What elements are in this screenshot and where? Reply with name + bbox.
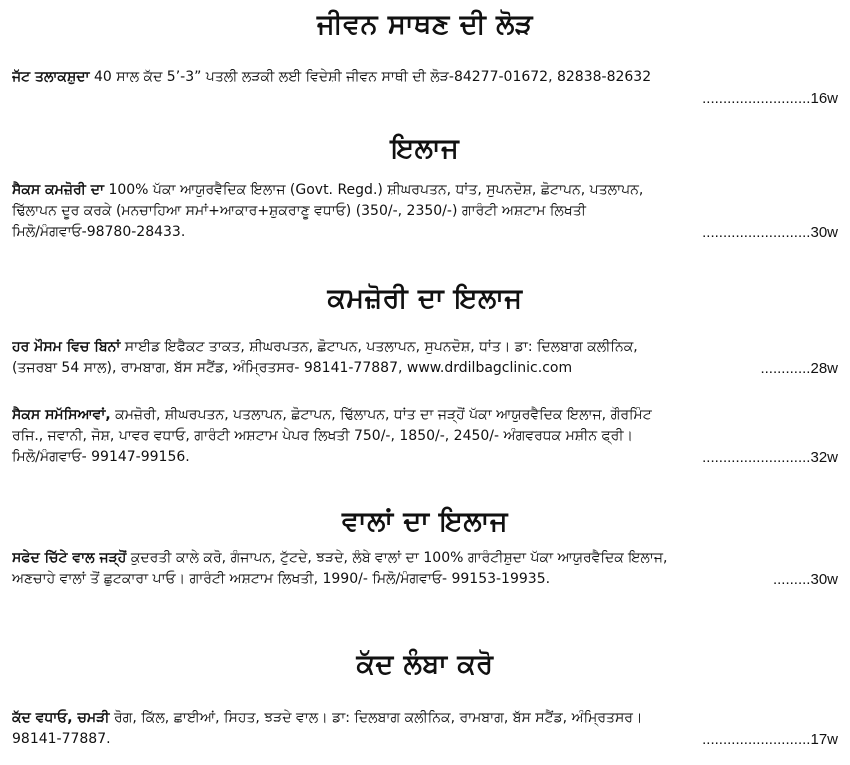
ad-text: ਕਮਜ਼ੋਰੀ, ਸ਼ੀਘਰਪਤਨ, ਪਤਲਾਪਨ, ਛੋਟਾਪਨ, ਢਿੱਲਾਪਨ, ਧਾਂਤ ਦਾ ਜੜ੍ਹੋਂ ਪੱਕਾ ਆਯੁਰਵੈਦਿਕ ਇਲਾਜ, ਗੌਰਮਿੰਟ	[110, 407, 652, 423]
section-heading-height-increase: ਕੱਦ ਲੰਬਾ ਕਰੋ	[356, 649, 494, 680]
ad-text: ਸਾਈਡ ਇਫੈਕਟ ਤਾਕਤ, ਸ਼ੀਘਰਪਤਨ, ਛੋਟਾਪਨ, ਪਤਲਾਪਨ, ਸੁਪਨਦੋਸ਼, ਧਾਂਤ। ਡਾ: ਦਿਲਬਾਗ ਕਲੀਨਿਕ,	[120, 339, 638, 355]
ad-last-line	[12, 447, 838, 468]
ad-line	[12, 708, 838, 729]
ad-code: ..........................32w	[702, 449, 838, 466]
ad-lead: ਹਰ ਮੌਸਮ ਵਿਚ ਬਿਨਾਂ	[12, 339, 121, 355]
ad-code: ..........................16w	[702, 90, 838, 107]
ad-contact: 98141-77887.	[12, 731, 111, 747]
ad-lead: ਸੈਕਸ ਕਮਜ਼ੋਰੀ ਦਾ	[12, 182, 104, 198]
section-heading-life-partner: ਜੀਵਨ ਸਾਥਣ ਦੀ ਲੋੜ	[316, 9, 534, 40]
ad-lead: ਸੈਕਸ ਸਮੱਸਿਆਵਾਂ,	[12, 407, 111, 423]
section-heading-weakness-treatment: ਕਮਜ਼ੋਰੀ ਦਾ ਇਲਾਜ	[327, 283, 523, 314]
ad-last-line	[12, 729, 838, 750]
ad-contact: ਅਣਚਾਹੇ ਵਾਲਾਂ ਤੋਂ ਛੁਟਕਾਰਾ ਪਾਓ। ਗਾਰੰਟੀ ਅਸ਼ਟਾਮ ਲਿਖਤੀ, 1990/- ਮਿਲੋ/ਮੰਗਵਾਓ- 99153-19935.	[12, 571, 551, 587]
ad-code: ............28w	[760, 360, 838, 377]
ad-life-partner	[12, 67, 838, 109]
ad-text: ਰੋਗ, ਕਿੱਲ, ਛਾਈਆਂ, ਸਿਹਤ, ਝੜਦੇ ਵਾਲ। ਡਾ: ਦਿਲਬਾਗ ਕਲੀਨਿਕ, ਰਾਮਬਾਗ, ਬੱਸ ਸਟੈਂਡ, ਅੰਮ੍ਰਿਤਸਰ।	[109, 710, 643, 726]
ad-line	[12, 405, 838, 426]
ad-code: .........30w	[772, 571, 838, 588]
ad-contact: ਮਿਲੋ/ਮੰਗਵਾਓ-98780-28433.	[12, 224, 186, 240]
ad-sex-weakness-treatment	[12, 180, 838, 243]
section-heading-hair-treatment: ਵਾਲਾਂ ਦਾ ਇਲਾਜ	[342, 506, 508, 537]
ad-line: ਢਿੱਲਾਪਨ ਦੂਰ ਕਰਕੇ (ਮਨਚਾਹਿਆ ਸਮਾਂ+ਆਕਾਰ+ਸ਼ੁਕਰਾਣੂ ਵਧਾਓ) (350/-, 2350/-) ਗਾਰੰਟੀ ਅਸ਼ਟਾਮ ਲਿਖਤੀ	[12, 203, 586, 219]
ad-contact: ਮਿਲੋ/ਮੰਗਵਾਓ- 99147-99156.	[12, 449, 190, 465]
ad-sex-problems	[12, 405, 838, 468]
ad-last-line	[12, 569, 838, 590]
ad-line	[12, 337, 838, 358]
ad-contact: (ਤਜਰਬਾ 54 ਸਾਲ), ਰਾਮਬਾਗ, ਬੱਸ ਸਟੈਂਡ, ਅੰਮ੍ਰਿਤਸਰ- 98141-77887, www.drdilbagclinic.com	[12, 360, 573, 376]
ad-text: 100% ਪੱਕਾ ਆਯੁਰਵੈਦਿਕ ਇਲਾਜ (Govt. Regd.) ਸ਼ੀਘਰਪਤਨ, ਧਾਂਤ, ਸੁਪਨਦੋਸ਼, ਛੋਟਾਪਨ, ਪਤਲਾਪਨ,	[104, 182, 644, 198]
ad-lead: ਕੱਦ ਵਧਾਓ, ਚਮੜੀ	[12, 710, 110, 726]
ad-hair-treatment	[12, 548, 838, 590]
ad-lead: ਸਫੇਦ ਚਿੱਟੇ ਵਾਲ ਜੜ੍ਹੋਂ	[12, 550, 127, 566]
ad-dilbag-clinic	[12, 337, 838, 379]
ad-code: ..........................17w	[702, 731, 838, 748]
ad-line	[12, 548, 838, 569]
ad-lead: ਜੱਟ ਤਲਾਕਸ਼ੁਦਾ	[12, 69, 90, 85]
ad-last-line	[12, 222, 838, 243]
ad-line: ਰਜਿ., ਜਵਾਨੀ, ਜੋਸ਼, ਪਾਵਰ ਵਧਾਓ, ਗਾਰੰਟੀ ਅਸ਼ਟਾਮ ਪੇਪਰ ਲਿਖਤੀ 750/-, 1850/-, 2450/- ਅੰਗਵਰਧਕ ਮਸ਼ੀਨ ਫ੍ਰੀ।	[12, 428, 633, 444]
ad-text: 40 ਸਾਲ ਕੱਦ 5’-3” ਪਤਲੀ ਲੜਕੀ ਲਈ ਵਿਦੇਸ਼ੀ ਜੀਵਨ ਸਾਥੀ ਦੀ ਲੋੜ-84277-01672, 82838-82632	[89, 69, 652, 85]
ad-text: ਕੁਦਰਤੀ ਕਾਲੇ ਕਰੋ, ਗੰਜਾਪਨ, ਟੁੱਟਦੇ, ਝੜਦੇ, ਲੰਬੇ ਵਾਲਾਂ ਦਾ 100% ਗਾਰੰਟੀਸ਼ੁਦਾ ਪੱਕਾ ਆਯੁਰਵੈਦਿਕ ਇਲਾਜ,	[126, 550, 668, 566]
section-heading-treatment: ਇਲਾਜ	[390, 133, 460, 164]
ad-line	[12, 180, 838, 201]
ad-height-increase	[12, 708, 838, 750]
ad-line	[12, 67, 838, 88]
ad-code: ..........................30w	[702, 224, 838, 241]
ad-last-line	[12, 358, 838, 379]
